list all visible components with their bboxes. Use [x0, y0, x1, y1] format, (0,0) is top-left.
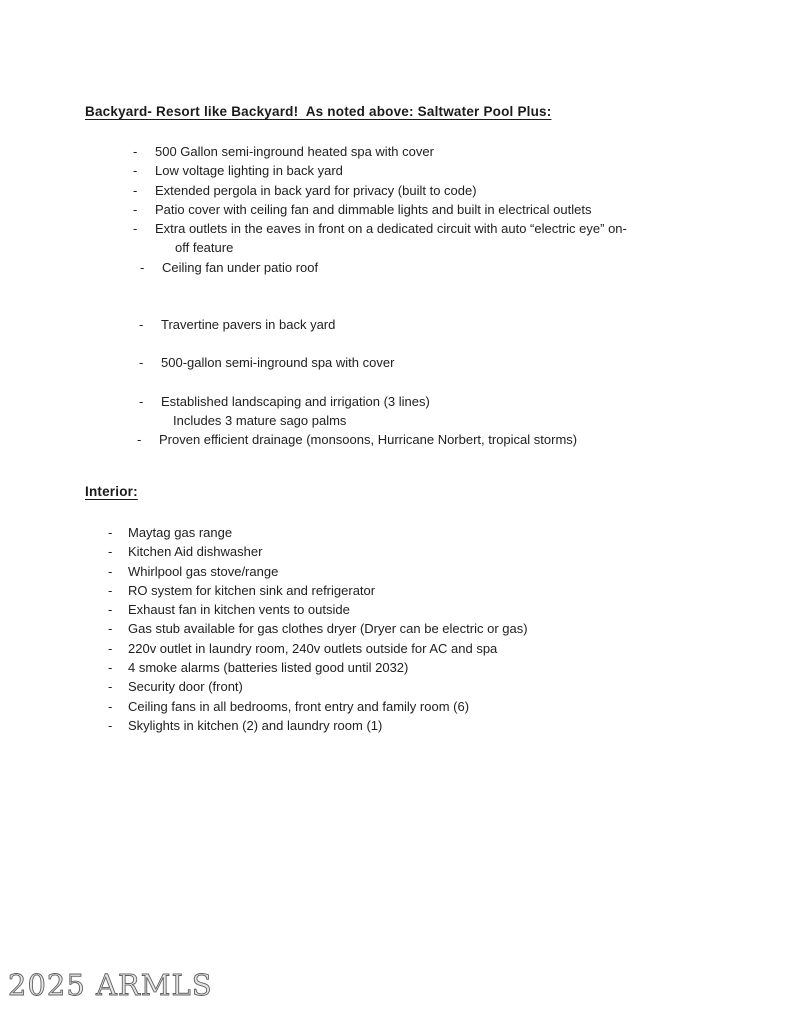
- list-item-text: Whirlpool gas stove/range: [128, 563, 279, 579]
- bullet-dash: -: [108, 679, 113, 695]
- list-item-text: Established landscaping and irrigation (3 lines): [161, 393, 430, 409]
- list-item: [108, 600, 528, 619]
- list-item-text: Skylights in kitchen (2) and laundry room (1): [128, 717, 383, 733]
- list-item-text: Maytag gas range: [128, 525, 233, 540]
- list-item: [139, 392, 627, 431]
- list-item: [139, 353, 627, 372]
- bullet-dash: -: [108, 717, 113, 733]
- list-item: [133, 161, 627, 180]
- bullet-dash: -: [108, 621, 113, 637]
- section-heading-interior: Interior:: [85, 484, 138, 499]
- bullet-dash: -: [133, 201, 138, 217]
- interior-feature-list: [108, 523, 528, 735]
- bullet-dash: -: [139, 317, 144, 333]
- backyard-feature-list: [133, 142, 627, 450]
- list-item-text: Proven efficient drainage (monsoons, Hurricane Norbert, tropical storms): [159, 432, 578, 448]
- list-item: [108, 697, 528, 716]
- list-item: [133, 181, 627, 200]
- bullet-dash: -: [108, 525, 113, 540]
- bullet-dash: -: [108, 544, 113, 560]
- list-item: [108, 677, 528, 696]
- bullet-dash: -: [108, 698, 113, 714]
- bullet-dash: -: [140, 259, 145, 275]
- list-item: [133, 219, 627, 258]
- list-item-text: RO system for kitchen sink and refrigerator: [128, 582, 376, 598]
- list-item: [108, 619, 528, 638]
- list-item-continuation: Includes 3 mature sago palms: [173, 412, 347, 428]
- list-item: [108, 523, 528, 542]
- list-item: [108, 716, 528, 735]
- bullet-dash: -: [133, 163, 138, 179]
- list-item-continuation: off feature: [175, 240, 234, 256]
- armls-watermark: 2025 ARMLS: [8, 968, 213, 1002]
- list-item: [108, 639, 528, 658]
- list-item: [140, 258, 627, 277]
- list-item: [108, 542, 528, 561]
- list-item-text: 220v outlet in laundry room, 240v outlets outside for AC and spa: [128, 640, 498, 656]
- list-item: [108, 581, 528, 600]
- bullet-dash: -: [108, 660, 113, 676]
- list-item-text: Security door (front): [128, 679, 243, 695]
- list-item: [137, 430, 627, 449]
- bullet-dash: -: [133, 144, 138, 159]
- bullet-dash: -: [137, 432, 142, 448]
- bullet-dash: -: [133, 182, 138, 198]
- bullet-dash: -: [108, 602, 113, 618]
- bullet-dash: -: [108, 582, 113, 598]
- list-item: [108, 562, 528, 581]
- list-item-text: Extra outlets in the eaves in front on a dedicated circuit with auto “electric eye” on-: [155, 221, 627, 237]
- bullet-dash: -: [139, 355, 144, 371]
- bullet-dash: -: [139, 393, 144, 409]
- list-item-text: 4 smoke alarms (batteries listed good until 2032): [128, 660, 409, 676]
- list-item: [133, 200, 627, 219]
- list-item-text: 500 Gallon semi-inground heated spa with cover: [155, 144, 434, 159]
- list-item-text: Kitchen Aid dishwasher: [128, 544, 263, 560]
- list-item-text: Exhaust fan in kitchen vents to outside: [128, 602, 350, 618]
- bullet-dash: -: [108, 563, 113, 579]
- list-item-text: Ceiling fans in all bedrooms, front entry and family room (6): [128, 698, 470, 714]
- list-item: [108, 658, 528, 677]
- list-item-text: Gas stub available for gas clothes dryer (Dryer can be electric or gas): [128, 621, 528, 637]
- list-item-text: Ceiling fan under patio roof: [162, 259, 319, 275]
- list-item-text: Low voltage lighting in back yard: [155, 163, 343, 179]
- list-item-text: Extended pergola in back yard for privacy (built to code): [155, 182, 477, 198]
- section-heading-backyard: Backyard- Resort like Backyard! As noted above: Saltwater Pool Plus:: [85, 104, 552, 119]
- list-item-text: Patio cover with ceiling fan and dimmable lights and built in electrical outlets: [155, 201, 592, 217]
- list-item-text: 500-gallon semi-inground spa with cover: [161, 355, 395, 371]
- list-item: [139, 315, 627, 334]
- list-item: [133, 142, 627, 161]
- list-item-text: Travertine pavers in back yard: [161, 317, 336, 333]
- bullet-dash: -: [108, 640, 113, 656]
- bullet-dash: -: [133, 221, 138, 237]
